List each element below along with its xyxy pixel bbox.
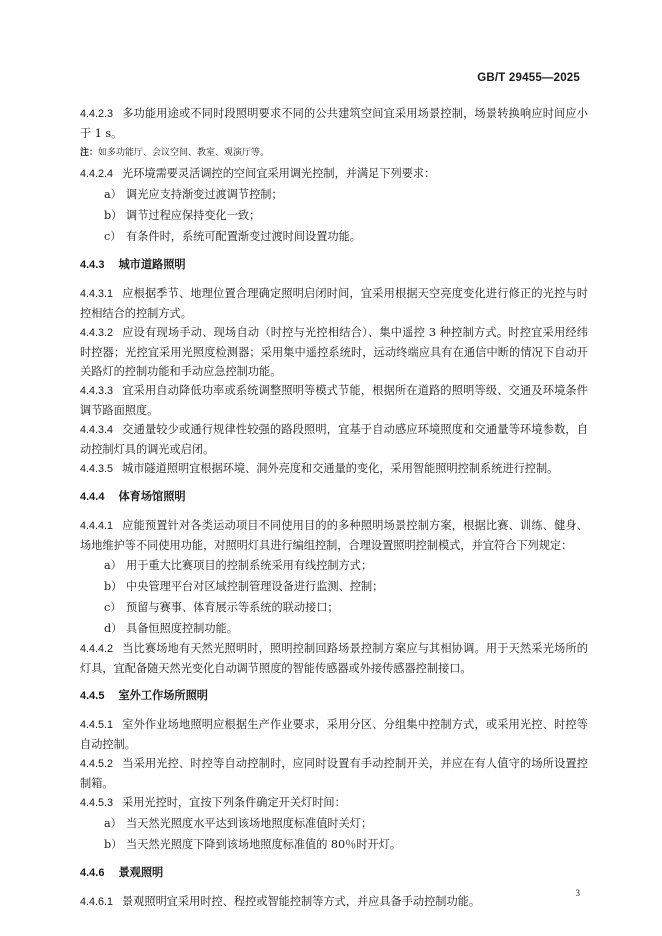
list-marker: b） (104, 838, 123, 851)
clause-text: 交通量较少或通行规律性较强的路段照明，宜基于自动感应环境照度和交通量等环境参数，自动控制灯具的调光或启闭。 (80, 423, 588, 456)
clause-paragraph (80, 516, 588, 555)
list-marker: d） (104, 622, 123, 635)
clause-paragraph (80, 420, 588, 459)
list-marker: b） (104, 580, 123, 593)
list-item (80, 834, 588, 855)
clause-text: 城市隧道照明宜根据环境、洞外亮度和交通量的变化，采用智能照明控制系统进行控制。 (122, 462, 559, 475)
clause-number: 4.4.5.1 (80, 719, 114, 731)
note-label: 注： (80, 147, 99, 157)
list-item (80, 813, 588, 834)
clause-text: 应设有现场手动、现场自动（时控与光控相结合）、集中遥控 3 种控制方式。时控宜采用经纬时控器；光控宜采用光照度检测器；采用集中遥控系统时，远动终端应具有在通信中断的情况下自动开关路灯的控制功能和手动应急控制功能。 (80, 326, 588, 378)
note-text: 如多功能厅、会议空间、教室、观演厅等。 (98, 148, 270, 158)
section-number: 4.4.5 (80, 690, 105, 702)
list-marker: a） (104, 817, 122, 830)
clause-number: 4.4.3.3 (80, 385, 114, 397)
section-heading (80, 687, 588, 706)
clause-number: 4.4.4.1 (80, 520, 114, 532)
clause-number: 4.4.2.4 (80, 168, 114, 180)
clause-number: 4.4.3.4 (80, 424, 114, 436)
list-item-text: 当天然光照度下降到该场地照度标准值的 80％时开灯。 (126, 838, 402, 851)
clause-text: 景观照明宜采用时控、程控或智能控制等方式，并应具备手动控制功能。 (122, 895, 481, 908)
clause-paragraph (80, 754, 588, 793)
list-item (80, 184, 588, 205)
section-number: 4.4.3 (80, 259, 105, 271)
clause-number: 4.4.3.1 (80, 288, 114, 300)
list-item-text: 调光应支持渐变过渡调节控制； (126, 188, 283, 201)
section-title: 城市道路照明 (118, 259, 186, 271)
clause-text: 室外作业场地照明应根据生产作业要求，采用分区、分组集中控制方式，或采用光控、时控等自动控制。 (80, 718, 588, 751)
list-item (80, 205, 588, 226)
clause-paragraph (80, 323, 588, 381)
clause-number: 4.4.2.3 (80, 108, 114, 120)
clause-number: 4.4.5.3 (80, 797, 114, 809)
clause-number: 4.4.3.5 (80, 463, 114, 475)
clause-paragraph (80, 164, 588, 184)
clause-text: 应能预置针对各类运动项目不同使用目的的多种照明场景控制方案，根据比赛、训练、健身、场地维护等不同使用功能，对照明灯具进行编组控制，合理设置照明控制模式，并宜符合下列规定： (80, 519, 588, 552)
clause-paragraph (80, 793, 588, 813)
list-item-text: 调节过程应保持变化一致； (126, 209, 261, 222)
clause-text: 当采用光控、时控等自动控制时，应同时设置有手动控制开关，并应在有人值守的场所设置控制箱。 (80, 757, 588, 790)
section-heading (80, 488, 588, 507)
list-item (80, 618, 588, 639)
section-title: 景观照明 (118, 867, 164, 879)
list-item-text: 预留与赛事、体育展示等系统的联动接口； (126, 601, 339, 614)
clause-number: 4.4.4.2 (80, 643, 114, 655)
clause-paragraph (80, 381, 588, 420)
list-item-text: 中央管理平台对区域控制管理设备进行监测、控制； (126, 580, 384, 593)
list-item (80, 597, 588, 618)
list-item-text: 用于重大比赛项目的控制系统采用有线控制方式； (126, 559, 373, 572)
clause-number: 4.4.6.1 (80, 896, 114, 908)
clause-number: 4.4.5.2 (80, 758, 114, 770)
section-heading (80, 256, 588, 275)
list-item-text: 具备恒照度控制功能。 (126, 622, 238, 635)
list-marker: c） (104, 601, 122, 614)
clause-paragraph (80, 892, 588, 912)
clause-text: 当比赛场地有天然光照明时，照明控制回路场景控制方案应与其相协调。用于天然采光场所的灯具，宜配备随天然光变化自动调节照度的智能传感器或外接传感器控制接口。 (80, 642, 588, 675)
list-item-text: 当天然光照度水平达到该场地照度标准值时关灯； (126, 817, 373, 830)
list-item (80, 555, 588, 576)
clause-text: 光环境需要灵活调控的空间宜采用调光控制，并满足下列要求： (122, 167, 436, 180)
clause-text: 宜采用自动降低功率或系统调整照明等模式节能，根据所在道路的照明等级、交通及环境条件调节路面照度。 (80, 384, 588, 417)
note (80, 144, 588, 162)
clause-number: 4.4.3.2 (80, 327, 114, 339)
section-title: 室外工作场所照明 (118, 690, 208, 702)
list-item (80, 576, 588, 597)
clause-paragraph (80, 715, 588, 754)
standard-number: GB/T 29455—2025 (477, 72, 580, 84)
list-marker: a） (104, 188, 122, 201)
list-marker: a） (104, 559, 122, 572)
clause-paragraph (80, 639, 588, 678)
clause-paragraph (80, 459, 588, 479)
list-item (80, 226, 588, 247)
section-number: 4.4.4 (80, 491, 105, 503)
section-heading (80, 864, 588, 883)
clause-paragraph (80, 284, 588, 323)
clause-paragraph (80, 104, 588, 143)
page-number: 3 (575, 888, 580, 898)
list-marker: c） (104, 230, 122, 243)
section-title: 体育场馆照明 (118, 491, 186, 503)
list-item-text: 有条件时，系统可配置渐变过渡时间设置功能。 (126, 230, 361, 243)
document-body (80, 104, 588, 912)
clause-text: 采用光控时，宜按下列条件确定开关灯时间： (122, 796, 346, 809)
list-marker: b） (104, 209, 123, 222)
clause-text: 应根据季节、地理位置合理确定照明启闭时间，宜采用根据天空亮度变化进行修正的光控与时控相结合的控制方式。 (80, 287, 588, 320)
clause-text: 多功能用途或不同时段照明要求不同的公共建筑空间宜采用场景控制，场景转换响应时间应小于 1 s。 (80, 107, 588, 140)
section-number: 4.4.6 (80, 867, 105, 879)
